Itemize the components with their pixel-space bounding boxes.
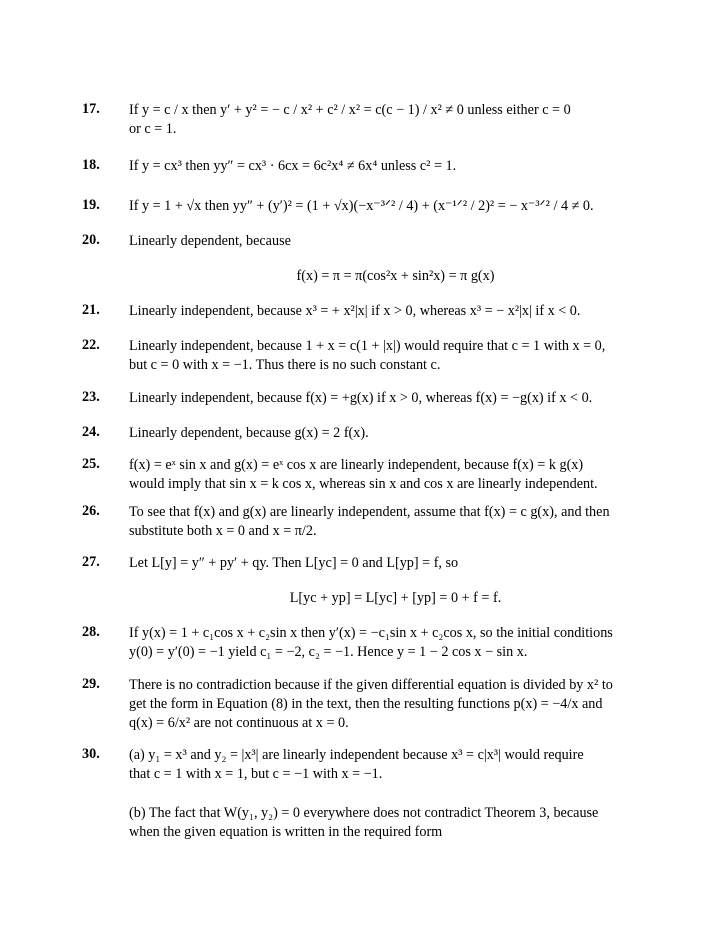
problem-number: 28. [82, 624, 100, 640]
problem-text: Let L[y] = y″ + py′ + qy. Then L[yc] = 0 and L[yp] = f, so [129, 555, 459, 571]
problem-part-b-text: (b) The fact that W(y₁, y₂) = 0 everywhere does not contradict Theorem 3, because [129, 805, 599, 821]
problem-text: q(x) = 6/x² are not continuous at x = 0. [129, 715, 349, 731]
display-equation: f(x) = π = π(cos²x + sin²x) = π g(x) [296, 268, 495, 284]
problem-text: would imply that sin x = k cos x, whereas sin x and cos x are linearly independent. [129, 476, 598, 492]
problem-text: There is no contradiction because if the given differential equation is divided by x² to [129, 677, 613, 693]
problem-text: Linearly dependent, because g(x) = 2 f(x). [129, 425, 369, 441]
problem-text: (a) y₁ = x³ and y₂ = |x³| are linearly independent because x³ = c|x³| would require [129, 747, 584, 763]
problem-text: If y = cx³ then yy″ = cx³ · 6cx = 6c²x⁴ ≠ 6x⁴ unless c² = 1. [129, 158, 457, 174]
problem-text: Linearly independent, because f(x) = +g(x) if x > 0, whereas f(x) = −g(x) if x < 0. [129, 390, 593, 406]
problem-text: Linearly dependent, because [129, 233, 291, 249]
problem-number: 30. [82, 746, 100, 762]
problem-number: 21. [82, 302, 100, 318]
problem-number: 27. [82, 554, 100, 570]
problem-text: get the form in Equation (8) in the text, then the resulting functions p(x) = −4/x and [129, 696, 603, 712]
problem-text: If y = 1 + √x then yy″ + (y′)² = (1 + √x)(−x⁻³ᐟ² / 4) + (x⁻¹ᐟ² / 2)² = − x⁻³ᐟ² / 4 ≠ 0. [129, 198, 594, 214]
problem-text: f(x) = eˣ sin x and g(x) = eˣ cos x are linearly independent, because f(x) = k g(x) [129, 457, 584, 473]
problem-text: that c = 1 with x = 1, but c = −1 with x = −1. [129, 766, 383, 782]
problem-text: substitute both x = 0 and x = π/2. [129, 523, 317, 539]
problem-number: 25. [82, 456, 100, 472]
problem-text: y(0) = y′(0) = −1 yield c₁ = −2, c₂ = −1. Hence y = 1 − 2 cos x − sin x. [129, 644, 528, 660]
problem-text: If y = c / x then y′ + y² = − c / x² + c² / x² = c(c − 1) / x² ≠ 0 unless either c = 0 [129, 102, 571, 118]
problem-number: 17. [82, 101, 100, 117]
problem-text: To see that f(x) and g(x) are linearly independent, assume that f(x) = c g(x), and then [129, 504, 610, 520]
problem-number: 19. [82, 197, 100, 213]
problem-text: Linearly independent, because 1 + x = c(1 + |x|) would require that c = 1 with x = 0, [129, 338, 606, 354]
problem-number: 24. [82, 424, 100, 440]
problem-number: 18. [82, 157, 100, 173]
problem-text: but c = 0 with x = −1. Thus there is no such constant c. [129, 357, 441, 373]
problem-text: If y(x) = 1 + c₁cos x + c₂sin x then y′(x) = −c₁sin x + c₂cos x, so the initial conditions [129, 625, 613, 641]
problem-number: 20. [82, 232, 100, 248]
problem-number: 29. [82, 676, 100, 692]
problem-text: Linearly independent, because x³ = + x²|x| if x > 0, whereas x³ = − x²|x| if x < 0. [129, 303, 581, 319]
display-equation: L[yc + yp] = L[yc] + [yp] = 0 + f = f. [289, 590, 502, 606]
problem-number: 23. [82, 389, 100, 405]
problem-part-b-text: when the given equation is written in the required form [129, 824, 443, 840]
problem-number: 22. [82, 337, 100, 353]
problem-text: or c = 1. [129, 121, 177, 137]
problem-number: 26. [82, 503, 100, 519]
